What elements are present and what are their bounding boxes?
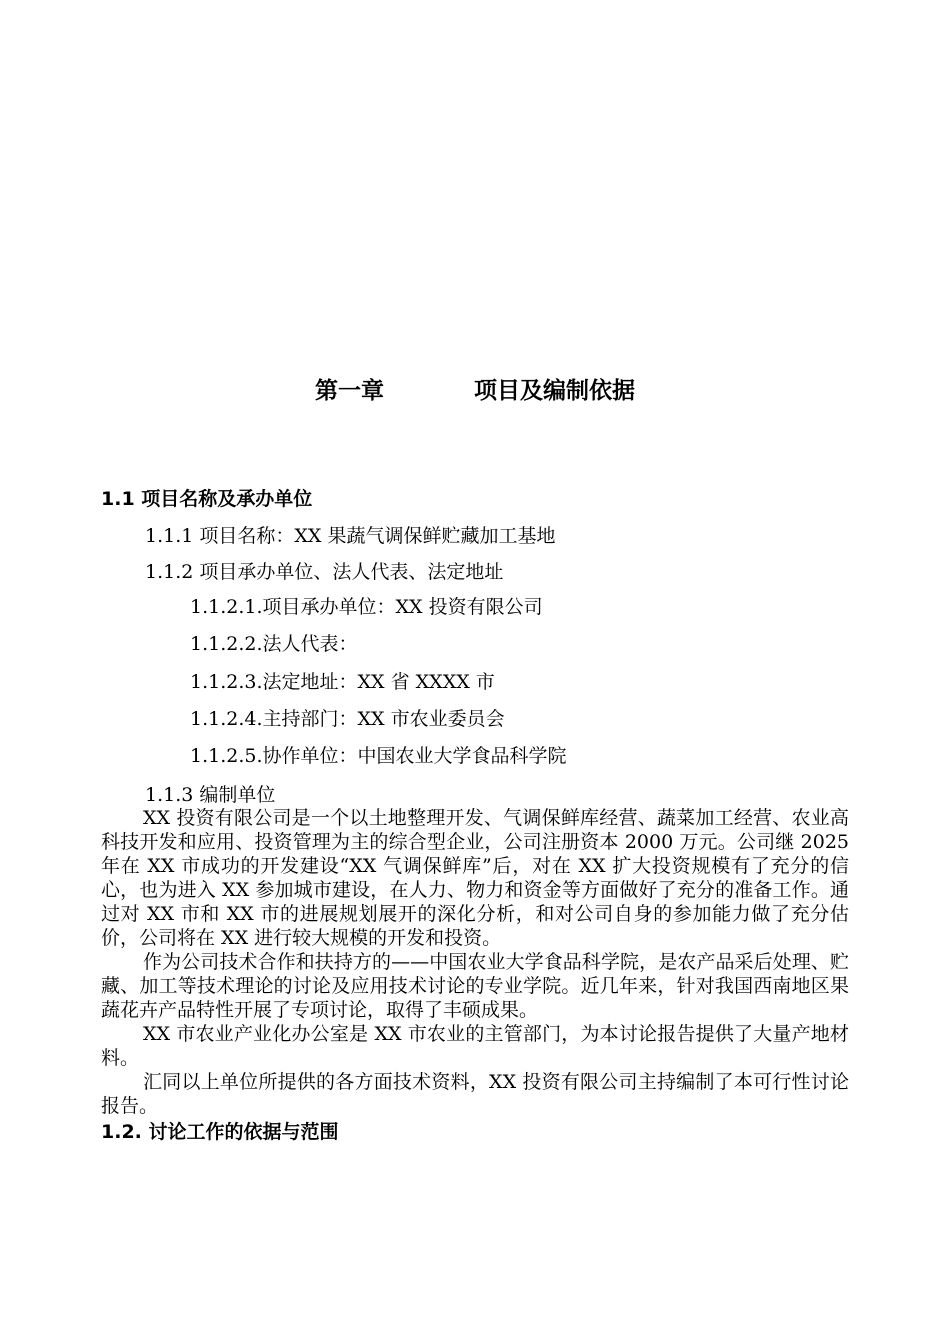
item-1-1-2: 1.1.2 项目承办单位、法人代表、法定地址	[145, 561, 504, 583]
body-text	[101, 806, 849, 1144]
sub-item-1-1-2-2: 1.1.2.2.法人代表：	[190, 633, 358, 655]
paragraph-company: XX 投资有限公司是一个以土地整理开发、气调保鲜库经营、蔬菜加工经营、农业高科技开发和应用、投资管理为主的综合型企业，公司注册资本 2000 万元。公司继 2025 年在 XX 市成功的开发建设“XX 气调保鲜库”后，对在 XX 扩大投资规模有了充分的信心，也为进入 XX 参加城市建设，在人力、物力和资金等方面做好了充分的准备工作。通过对 XX 市和 XX 市的进展规划展开的深化分析，和对公司自身的参加能力做了充分估价，公司将在 XX 进行较大规模的开发和投资。	[101, 807, 849, 949]
sub-item-1-1-2-3: 1.1.2.3.法定地址：XX 省 XXXX 市	[190, 671, 495, 693]
section-1-2-heading: 1.2. 讨论工作的依据与范围	[101, 1121, 339, 1143]
sub-item-1-1-2-5: 1.1.2.5.协作单位：中国农业大学食品科学院	[190, 745, 567, 767]
paragraph-office: XX 市农业产业化办公室是 XX 市农业的主管部门，为本讨论报告提供了大量产地材料。	[101, 1023, 849, 1069]
chapter-title	[0, 372, 950, 405]
paragraph-summary: 汇同以上单位所提供的各方面技术资料，XX 投资有限公司主持编制了本可行性讨论报告。	[101, 1071, 849, 1117]
sub-item-1-1-2-4: 1.1.2.4.主持部门：XX 市农业委员会	[190, 708, 505, 730]
section-1-1-heading: 1.1 项目名称及承办单位	[101, 488, 313, 510]
item-1-1-1: 1.1.1 项目名称：XX 果蔬气调保鲜贮藏加工基地	[145, 525, 556, 547]
sub-item-1-1-2-1: 1.1.2.1.项目承办单位：XX 投资有限公司	[190, 596, 543, 618]
chapter-number: 第一章	[315, 378, 384, 404]
chapter-name: 项目及编制依据	[474, 378, 635, 404]
item-1-1-3: 1.1.3 编制单位	[145, 784, 276, 806]
paragraph-partner: 作为公司技术合作和扶持方的——中国农业大学食品科学院，是农产品采后处理、贮藏、加工等技术理论的讨论及应用技术讨论的专业学院。近几年来，针对我国西南地区果蔬花卉产品特性开展了专项讨论，取得了丰硕成果。	[101, 951, 849, 1021]
